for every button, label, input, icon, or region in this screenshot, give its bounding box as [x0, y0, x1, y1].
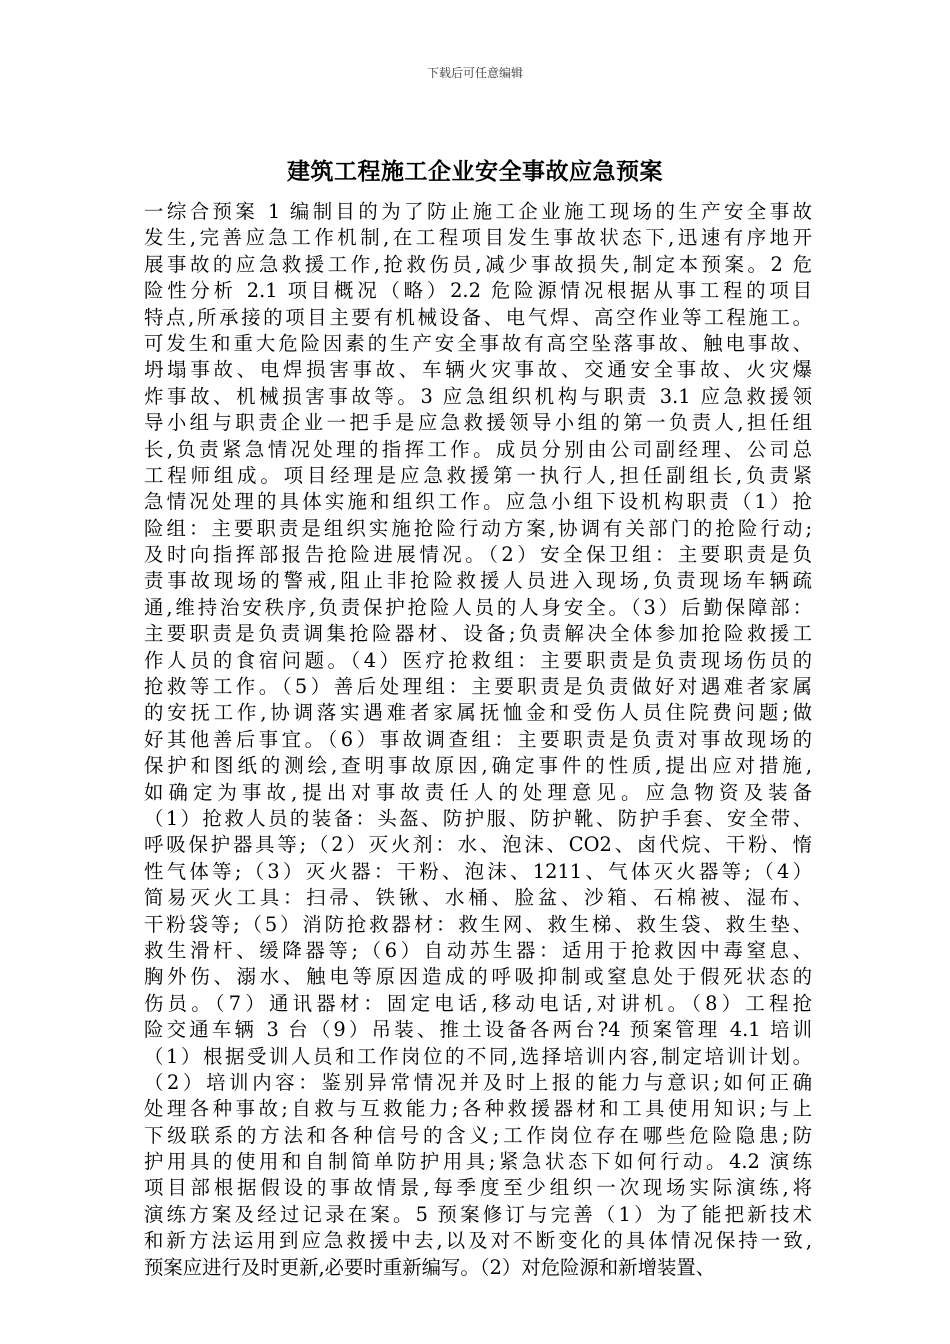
body-line: 急情况处理的具体实施和组织工作。应急小组下设机构职责（1）抢 — [144, 490, 812, 514]
body-line: 如确定为事故,提出对事故责任人的处理意见。应急物资及装备 — [144, 780, 812, 804]
document-title: 建筑工程施工企业安全事故应急预案 — [287, 159, 663, 185]
body-line: 险交通车辆 3 台（9）吊装、推土设备各两台?4 预案管理 4.1 培训 — [144, 1018, 812, 1042]
body-line: 项目部根据假设的事故情景,每季度至少组织一次现场实际演练,将 — [144, 1176, 812, 1200]
body-line: 呼吸保护器具等;（2）灭火剂：水、泡沫、CO2、卤代烷、干粉、惰 — [144, 833, 812, 857]
body-line: 险性分析 2.1 项目概况（略）2.2 危险源情况根据从事工程的项目 — [144, 279, 812, 303]
body-line: （1）抢救人员的装备：头盔、防护服、防护靴、防护手套、安全带、 — [144, 806, 812, 830]
body-line: 下级联系的方法和各种信号的含义;工作岗位存在哪些危险隐患;防 — [144, 1123, 812, 1147]
body-line: 好其他善后事宜。（6）事故调查组：主要职责是负责对事故现场的 — [144, 727, 812, 751]
body-line: 保护和图纸的测绘,查明事故原因,确定事件的性质,提出应对措施, — [144, 754, 812, 778]
body-line: 护用具的使用和自制简单防护用具;紧急状态下如何行动。4.2 演练 — [144, 1150, 812, 1174]
body-line: 抢救等工作。（5）善后处理组：主要职责是负责做好对遇难者家属 — [144, 675, 812, 699]
body-line: 胸外伤、溺水、触电等原因造成的呼吸抑制或窒息处于假死状态的 — [144, 965, 812, 989]
body-line: 干粉袋等;（5）消防抢救器材：救生网、救生梯、救生袋、救生垫、 — [144, 912, 812, 936]
body-line: 及时向指挥部报告抢险进展情况。（2）安全保卫组：主要职责是负 — [144, 543, 812, 567]
body-line: 救生滑杆、缓降器等;（6）自动苏生器：适用于抢救因中毒窒息、 — [144, 938, 812, 962]
body-line: 伤员。（7）通讯器材：固定电话,移动电话,对讲机。（8）工程抢 — [144, 991, 812, 1015]
document-body — [144, 199, 812, 1281]
body-line: 长,负责紧急情况处理的指挥工作。成员分别由公司副经理、公司总 — [144, 437, 812, 461]
body-line: 主要职责是负责调集抢险器材、设备;负责解决全体参加抢险救援工 — [144, 622, 812, 646]
body-line: 特点,所承接的项目主要有机械设备、电气焊、高空作业等工程施工。 — [144, 305, 812, 329]
body-line: 一综合预案 1 编制目的为了防止施工企业施工现场的生产安全事故 — [144, 200, 812, 223]
body-line: 发生,完善应急工作机制,在工程项目发生事故状态下,迅速有序地开 — [144, 226, 812, 250]
body-line: 责事故现场的警戒,阻止非抢险救援人员进入现场,负责现场车辆疏 — [144, 569, 812, 593]
body-line: （2）培训内容：鉴别异常情况并及时上报的能力与意识;如何正确 — [144, 1070, 812, 1094]
body-line: 炸事故、机械损害事故等。3 应急组织机构与职责 3.1 应急救援领 — [144, 384, 812, 408]
body-line: 演练方案及经过记录在案。5 预案修订与完善（1）为了能把新技术 — [144, 1202, 812, 1226]
body-line: （1）根据受训人员和工作岗位的不同,选择培训内容,制定培训计划。 — [144, 1044, 812, 1068]
body-line: 性气体等;（3）灭火器：干粉、泡沫、1211、气体灭火器等;（4） — [144, 859, 812, 883]
body-line: 和新方法运用到应急救援中去,以及对不断变化的具体情况保持一致, — [144, 1229, 812, 1253]
body-line: 险组：主要职责是组织实施抢险行动方案,协调有关部门的抢险行动; — [144, 516, 812, 540]
body-line: 的安抚工作,协调落实遇难者家属抚恤金和受伤人员住院费问题;做 — [144, 701, 812, 725]
body-line: 可发生和重大危险因素的生产安全事故有高空坠落事故、触电事故、 — [144, 331, 812, 355]
body-line: 坍塌事故、电焊损害事故、车辆火灾事故、交通安全事故、火灾爆 — [144, 358, 812, 382]
body-line: 导小组与职责企业一把手是应急救援领导小组的第一负责人,担任组 — [144, 411, 812, 435]
body-line: 工程师组成。项目经理是应急救援第一执行人,担任副组长,负责紧 — [144, 463, 812, 487]
body-line: 作人员的食宿问题。（4）医疗抢救组：主要职责是负责现场伤员的 — [144, 648, 812, 672]
body-line: 处理各种事故;自救与互救能力;各种救援器材和工具使用知识;与上 — [144, 1097, 812, 1121]
header-note: 下载后可任意编辑 — [426, 66, 523, 80]
body-line: 预案应进行及时更新,必要时重新编写。（2）对危险源和新增装置、 — [144, 1255, 716, 1279]
body-line: 简易灭火工具：扫帚、铁锹、水桶、脸盆、沙箱、石棉被、湿布、 — [144, 886, 812, 910]
body-line: 展事故的应急救援工作,抢救伤员,减少事故损失,制定本预案。2 危 — [144, 252, 812, 276]
body-line: 通,维持治安秩序,负责保护抢险人员的人身安全。（3）后勤保障部： — [144, 595, 812, 619]
